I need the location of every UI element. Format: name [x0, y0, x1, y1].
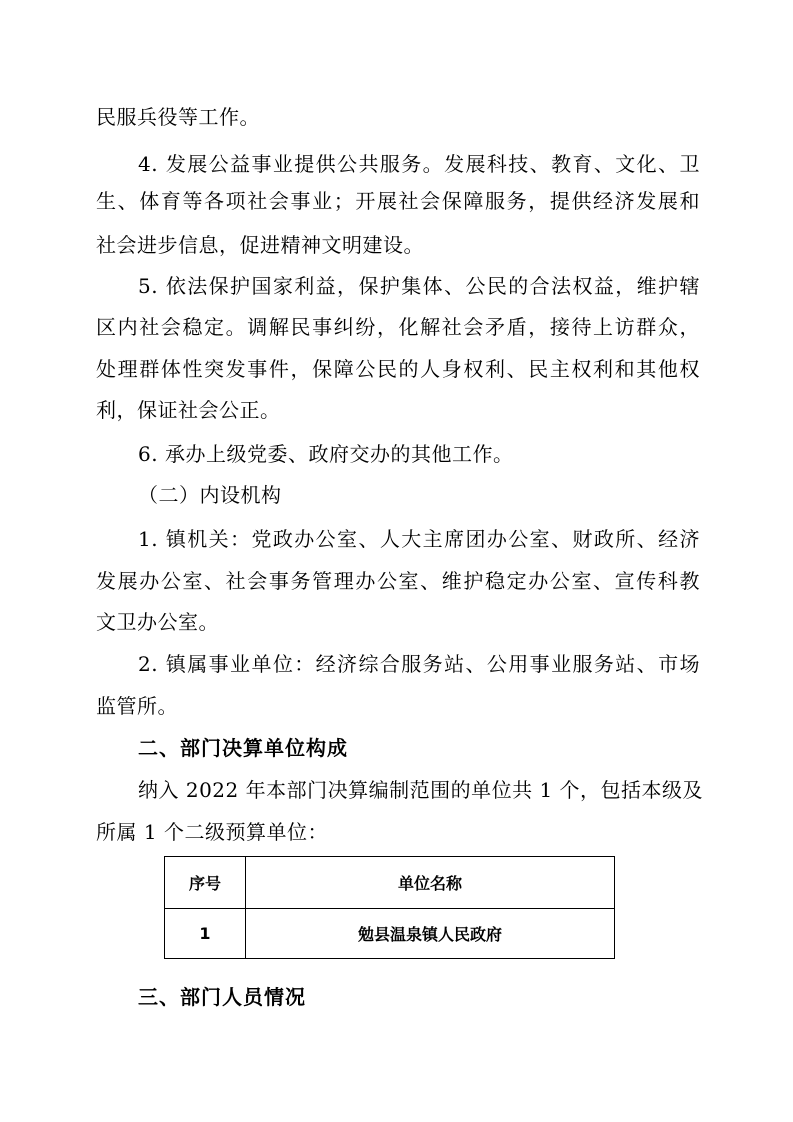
paragraph-line: 所属 1 个二级预算单位： [96, 820, 328, 844]
paragraph-line: 2. 镇属事业单位：经济综合服务站、公用事业服务站、市场 [138, 652, 700, 676]
paragraph-line: 纳入 2022 年本部门决算编制范围的单位共 1 个，包括本级及 [138, 778, 704, 802]
paragraph-line: 生、体育等各项社会事业；开展社会保障服务，提供经济发展和 [96, 189, 700, 213]
table-header-cell: 序号 [165, 857, 246, 909]
unit-table [164, 856, 615, 959]
paragraph-line: 监管所。 [96, 694, 178, 718]
table-header-cell: 单位名称 [246, 857, 615, 909]
paragraph-line: 6. 承办上级党委、政府交办的其他工作。 [138, 442, 514, 466]
section-heading: 二、部门决算单位构成 [138, 736, 348, 760]
paragraph-line: 区内社会稳定。调解民事纠纷，化解社会矛盾，接待上访群众， [96, 315, 700, 339]
paragraph-line: 利，保证社会公正。 [96, 398, 281, 422]
table-cell: 1 [165, 909, 246, 959]
paragraph-line: 处理群体性突发事件，保障公民的人身权利、民主权利和其他权 [96, 357, 700, 381]
paragraph-line: 社会进步信息，促进精神文明建设。 [96, 233, 424, 257]
paragraph-line: 文卫办公室。 [96, 610, 219, 634]
paragraph-line: 发展办公室、社会事务管理办公室、维护稳定办公室、宣传科教 [96, 569, 700, 593]
table-cell: 勉县温泉镇人民政府 [246, 909, 615, 959]
paragraph-line: 5. 依法保护国家利益，保护集体、公民的合法权益，维护辖 [138, 274, 700, 298]
paragraph-line: 民服兵役等工作。 [96, 105, 260, 129]
paragraph-line: 1. 镇机关：党政办公室、人大主席团办公室、财政所、经济 [138, 527, 700, 551]
section-heading: 三、部门人员情况 [138, 985, 306, 1009]
table-row [165, 909, 615, 959]
paragraph-line: 4. 发展公益事业提供公共服务。发展科技、教育、文化、卫 [138, 152, 700, 176]
subsection-heading: （二）内设机构 [138, 483, 282, 507]
table-header-row [165, 857, 615, 909]
